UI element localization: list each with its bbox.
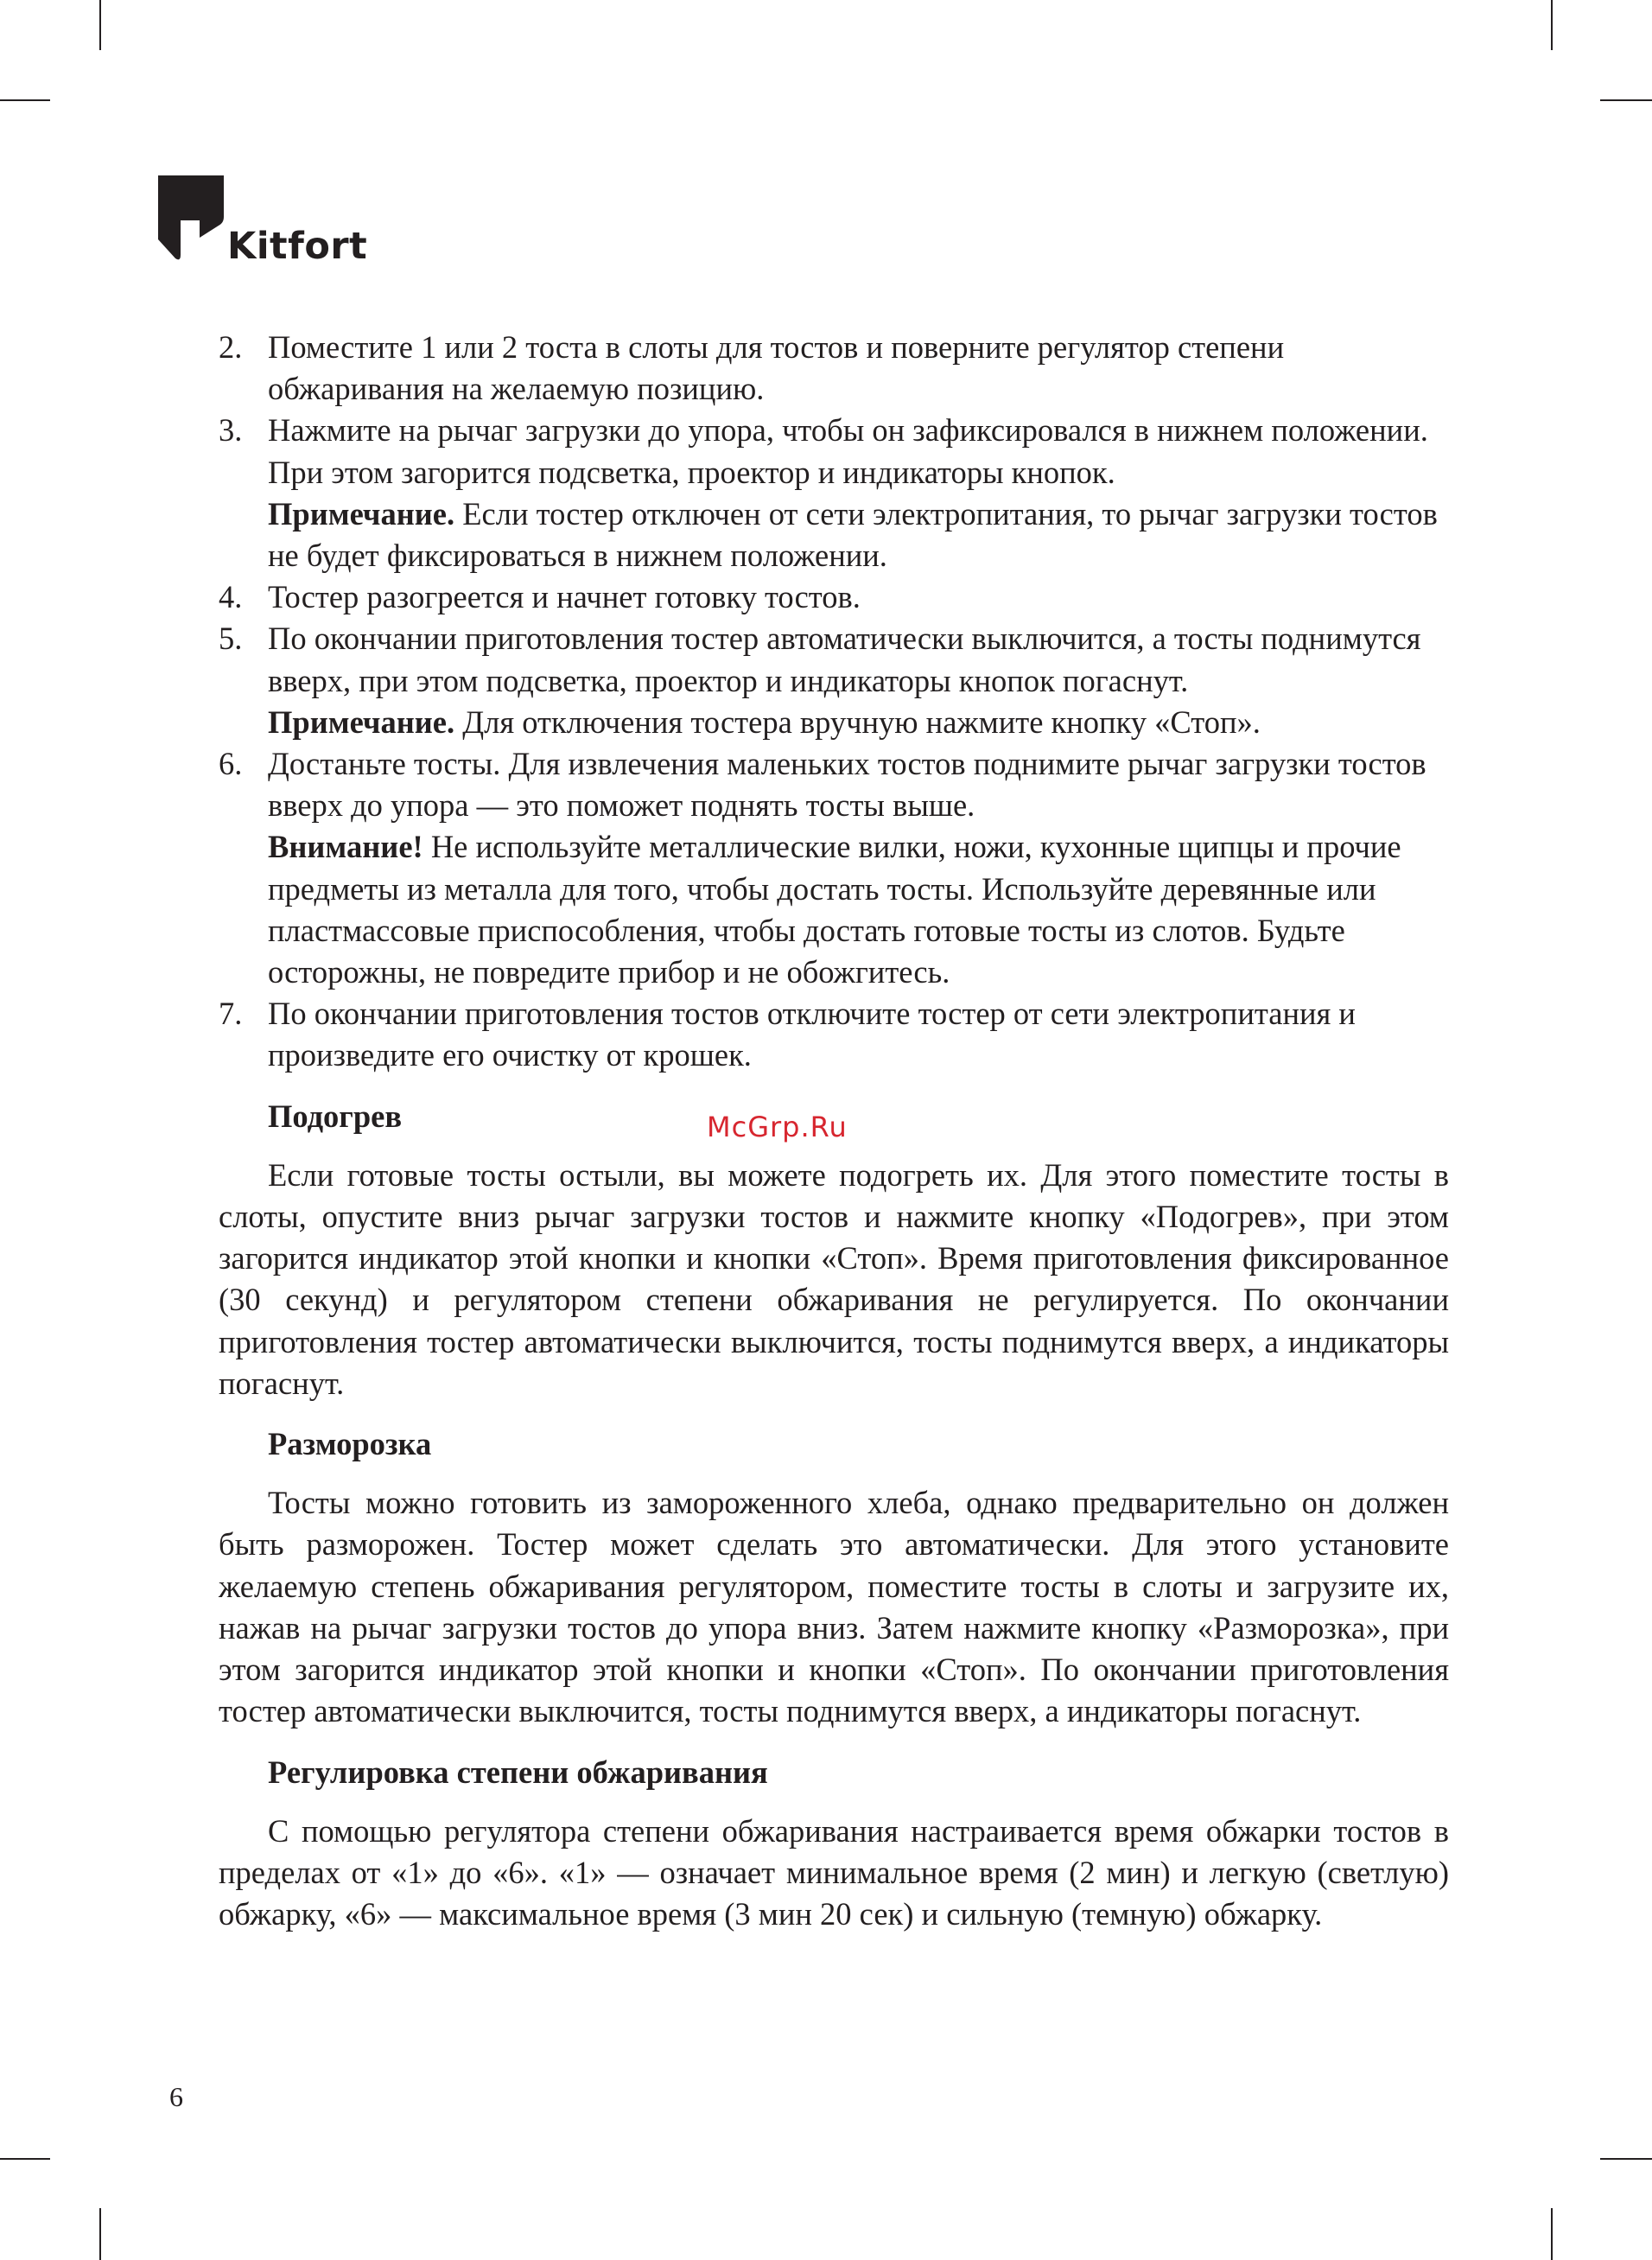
kitfort-logo-icon [158,175,224,265]
list-item [219,327,1449,410]
list-item [219,618,1449,743]
brand-logo [158,175,368,268]
brand-name: Kitfort [227,225,368,268]
warning-label: Внимание! [268,829,423,865]
crop-mark [1600,99,1652,101]
list-item [219,410,1449,576]
step-text: Поместите 1 или 2 тоста в слоты для тостов и поверните регулятор степени обжаривания на желаемую позицию. [268,329,1285,407]
crop-mark [99,0,101,50]
step-number: 5. [219,621,243,657]
step-number: 6. [219,746,243,782]
step-text: Тостер разогреется и начнет готовку тостов. [268,579,861,615]
note-text: Для отключения тостера вручную нажмите кнопку «Стоп». [454,703,1261,740]
step-text: По окончании приготовления тостов отключите тостер от сети электропитания и произведите его очистку от крошек. [268,996,1356,1073]
crop-mark [1600,2158,1652,2160]
section-heading-reheat: Подогрев [268,1098,403,1134]
step-text: Нажмите на рычаг загрузки до упора, чтобы он зафиксировался в нижнем положении. При этом загорится подсветка, проектор и индикаторы кнопок. [268,412,1428,490]
list-item [219,993,1449,1076]
note-text: Если тостер отключен от сети электропитания, то рычаг загрузки тостов не будет фиксироваться в нижнем положении. [268,495,1438,574]
step-number: 7. [219,996,243,1032]
section-text-browning: С помощью регулятора степени обжаривания настраивается время обжарки тостов в пределах от «1» до «6». «1» — означает минимальное время (2 мин) и легкую (светлую) обжарку, «6» — максимальное время (3 мин 20 сек) и сильную (темную) обжарку. [219,1812,1449,1932]
step-number: 4. [219,579,243,615]
note-label: Примечание. [268,703,455,740]
section-text-reheat: Если готовые тосты остыли, вы можете подогреть их. Для этого поместите тосты в слоты, опустите вниз рычаг загрузки тостов и нажмите кнопку «Подогрев», при этом загорится индикатор этой кнопки и кнопки «Стоп». Время приготовления фиксированное (30 секунд) и регулятором степени обжаривания не регулируется. По окончании приготовления тостер автоматически выключится, тосты поднимутся вверх, а индикаторы погаснут. [219,1156,1449,1401]
crop-mark [99,2208,101,2260]
crop-mark [0,99,50,101]
crop-mark [1551,0,1553,50]
step-number: 3. [219,412,243,449]
watermark: McGrp.Ru [707,1111,848,1143]
section-heading-defrost: Разморозка [268,1426,432,1462]
step-text: Достаньте тосты. Для извлечения маленьких тостов поднимите рычаг загрузки тостов вверх до упора — это поможет поднять тосты выше. [268,746,1426,824]
instruction-steps [219,327,1449,1077]
note-label: Примечание. [268,495,455,532]
step-number: 2. [219,329,243,365]
warning-text: Не используйте металлические вилки, ножи, кухонные щипцы и прочие предметы из металла для того, чтобы достать тосты. Используйте деревянные или пластмассовые приспособления, чтобы достать готовые тосты из слотов. Будьте осторожны, не повредите прибор и не обожгитесь. [268,829,1401,990]
list-item [219,743,1449,993]
section-text-defrost: Тосты можно готовить из замороженного хлеба, однако предварительно он должен быть разморожен. Тостер может сделать это автоматически. Для этого установите желаемую степень обжаривания регулятором, поместите тосты в слоты и загрузите их, нажав на рычаг загрузки тостов до упора вниз. Затем нажмите кнопку «Разморозка», при этом загорится индикатор этой кнопки и кнопки «Стоп». По окончании приготовления тостер автоматически выключится, тосты поднимутся вверх, а индикаторы погаснут. [219,1485,1449,1729]
section-heading-browning: Регулировка степени обжаривания [268,1754,768,1790]
crop-mark [1551,2208,1553,2260]
step-text: По окончании приготовления тостер автоматически выключится, а тосты поднимутся вверх, при этом подсветка, проектор и индикаторы кнопок погаснут. [268,621,1421,698]
crop-mark [0,2158,50,2160]
list-item [219,576,1449,618]
page-number: 6 [169,2081,183,2112]
